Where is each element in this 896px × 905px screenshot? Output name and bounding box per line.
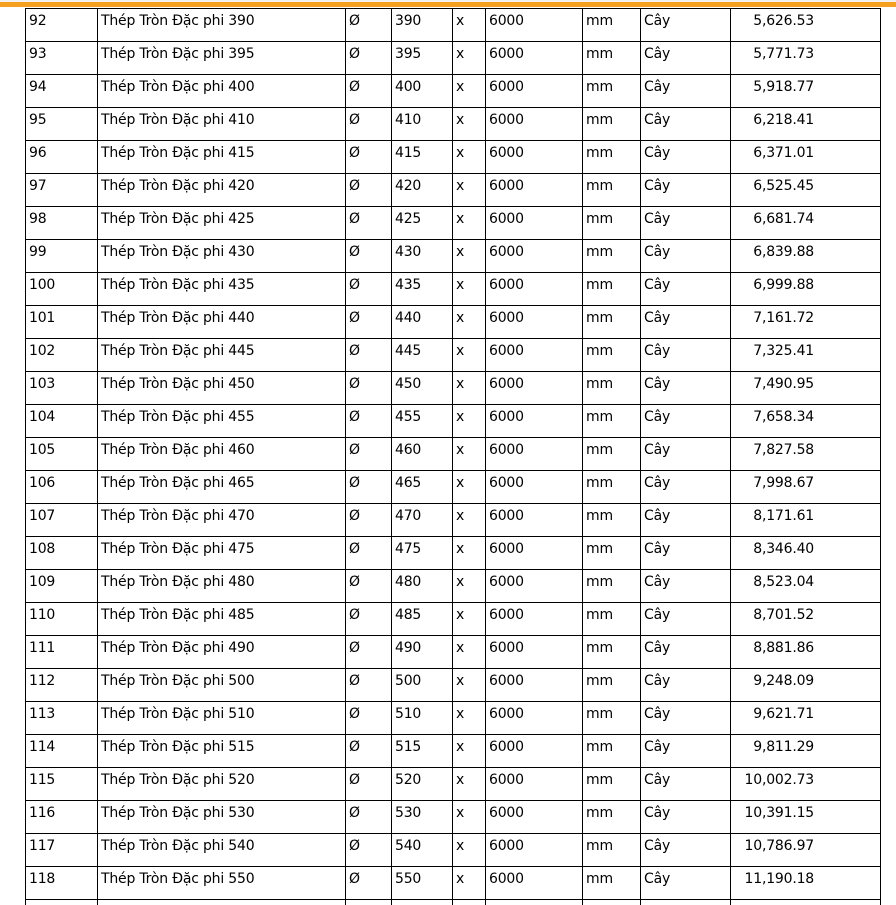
length-value-cell: 6000 — [486, 9, 583, 42]
sale-unit-cell: Cây — [641, 405, 731, 438]
diameter-symbol-cell: Ø — [346, 504, 392, 537]
sale-unit-cell: Cây — [641, 636, 731, 669]
length-unit-cell: mm — [583, 669, 641, 702]
table-row — [26, 405, 881, 438]
table-row — [26, 372, 881, 405]
price-table-body — [26, 9, 881, 905]
weight-value-cell: 7,490.95 — [731, 372, 881, 405]
diameter-symbol-cell: Ø — [346, 471, 392, 504]
weight-value-cell: 6,681.74 — [731, 207, 881, 240]
product-name-cell: Thép Tròn Đặc phi 455 — [98, 405, 346, 438]
weight-value-cell: 10,002.73 — [731, 768, 881, 801]
product-name-cell: Thép Tròn Đặc phi 550 — [98, 867, 346, 900]
table-row — [26, 537, 881, 570]
product-name-cell: Thép Tròn Đặc phi 445 — [98, 339, 346, 372]
weight-value-cell: 7,827.58 — [731, 438, 881, 471]
row-number-cell: 110 — [26, 603, 98, 636]
diameter-value-cell: 445 — [392, 339, 453, 372]
sale-unit-cell: Cây — [641, 207, 731, 240]
diameter-value-cell: 515 — [392, 735, 453, 768]
row-number-cell: 92 — [26, 9, 98, 42]
row-number-cell: 96 — [26, 141, 98, 174]
diameter-value-cell: 390 — [392, 9, 453, 42]
multiply-separator-cell: x — [453, 702, 486, 735]
weight-value-cell: 10,391.15 — [731, 801, 881, 834]
sale-unit-cell: Cây — [641, 504, 731, 537]
length-value-cell: 6000 — [486, 702, 583, 735]
length-value-cell: 6000 — [486, 42, 583, 75]
product-name-cell: Thép Tròn Đặc phi 490 — [98, 636, 346, 669]
length-unit-cell: mm — [583, 240, 641, 273]
diameter-value-cell: 460 — [392, 438, 453, 471]
row-number-cell: 106 — [26, 471, 98, 504]
table-row — [26, 339, 881, 372]
length-value-cell: 6000 — [486, 339, 583, 372]
diameter-value-cell: 425 — [392, 207, 453, 240]
sale-unit-cell: Cây — [641, 174, 731, 207]
product-name-cell: Thép Tròn Đặc phi 435 — [98, 273, 346, 306]
row-number-cell: 118 — [26, 867, 98, 900]
sale-unit-cell — [641, 900, 731, 905]
multiply-separator-cell: x — [453, 75, 486, 108]
row-number-cell: 94 — [26, 75, 98, 108]
length-value-cell: 6000 — [486, 108, 583, 141]
multiply-separator-cell: x — [453, 240, 486, 273]
multiply-separator-cell: x — [453, 339, 486, 372]
weight-value-cell: 8,523.04 — [731, 570, 881, 603]
diameter-symbol-cell: Ø — [346, 834, 392, 867]
diameter-symbol-cell — [346, 900, 392, 905]
diameter-symbol-cell: Ø — [346, 108, 392, 141]
sale-unit-cell: Cây — [641, 867, 731, 900]
diameter-value-cell — [392, 900, 453, 905]
multiply-separator-cell: x — [453, 174, 486, 207]
multiply-separator-cell: x — [453, 405, 486, 438]
multiply-separator-cell: x — [453, 768, 486, 801]
row-number-cell: 97 — [26, 174, 98, 207]
length-value-cell: 6000 — [486, 438, 583, 471]
multiply-separator-cell: x — [453, 735, 486, 768]
weight-value-cell: 5,626.53 — [731, 9, 881, 42]
multiply-separator-cell: x — [453, 108, 486, 141]
sale-unit-cell: Cây — [641, 240, 731, 273]
diameter-value-cell: 530 — [392, 801, 453, 834]
diameter-symbol-cell: Ø — [346, 735, 392, 768]
table-row — [26, 75, 881, 108]
diameter-value-cell: 485 — [392, 603, 453, 636]
weight-value-cell: 8,881.86 — [731, 636, 881, 669]
row-number-cell: 95 — [26, 108, 98, 141]
length-value-cell: 6000 — [486, 603, 583, 636]
multiply-separator-cell: x — [453, 669, 486, 702]
table-row — [26, 867, 881, 900]
length-unit-cell: mm — [583, 306, 641, 339]
length-value-cell: 6000 — [486, 174, 583, 207]
weight-value-cell: 5,918.77 — [731, 75, 881, 108]
product-name-cell: Thép Tròn Đặc phi 530 — [98, 801, 346, 834]
weight-value-cell: 7,658.34 — [731, 405, 881, 438]
sale-unit-cell: Cây — [641, 669, 731, 702]
product-name-cell: Thép Tròn Đặc phi 475 — [98, 537, 346, 570]
table-row — [26, 141, 881, 174]
table-row — [26, 801, 881, 834]
table-row — [26, 570, 881, 603]
sale-unit-cell: Cây — [641, 42, 731, 75]
diameter-symbol-cell: Ø — [346, 141, 392, 174]
multiply-separator-cell: x — [453, 636, 486, 669]
table-row — [26, 9, 881, 42]
sale-unit-cell: Cây — [641, 471, 731, 504]
weight-value-cell: 6,218.41 — [731, 108, 881, 141]
diameter-value-cell: 510 — [392, 702, 453, 735]
table-row — [26, 306, 881, 339]
product-name-cell: Thép Tròn Đặc phi 540 — [98, 834, 346, 867]
table-row — [26, 240, 881, 273]
weight-value-cell: 11,190.18 — [731, 867, 881, 900]
product-name-cell: Thép Tròn Đặc phi 470 — [98, 504, 346, 537]
product-name-cell — [98, 900, 346, 905]
diameter-symbol-cell: Ø — [346, 537, 392, 570]
table-row — [26, 174, 881, 207]
product-name-cell: Thép Tròn Đặc phi 500 — [98, 669, 346, 702]
multiply-separator-cell: x — [453, 603, 486, 636]
diameter-value-cell: 475 — [392, 537, 453, 570]
multiply-separator-cell: x — [453, 504, 486, 537]
table-row — [26, 108, 881, 141]
product-name-cell: Thép Tròn Đặc phi 450 — [98, 372, 346, 405]
length-unit-cell: mm — [583, 174, 641, 207]
sale-unit-cell: Cây — [641, 372, 731, 405]
length-value-cell: 6000 — [486, 735, 583, 768]
row-number-cell: 114 — [26, 735, 98, 768]
multiply-separator-cell: x — [453, 834, 486, 867]
sale-unit-cell: Cây — [641, 702, 731, 735]
diameter-symbol-cell: Ø — [346, 867, 392, 900]
product-name-cell: Thép Tròn Đặc phi 510 — [98, 702, 346, 735]
diameter-value-cell: 415 — [392, 141, 453, 174]
multiply-separator-cell: x — [453, 207, 486, 240]
product-name-cell: Thép Tròn Đặc phi 485 — [98, 603, 346, 636]
weight-value-cell: 7,998.67 — [731, 471, 881, 504]
multiply-separator-cell: x — [453, 273, 486, 306]
row-number-cell: 105 — [26, 438, 98, 471]
table-row — [26, 834, 881, 867]
diameter-symbol-cell: Ø — [346, 702, 392, 735]
diameter-symbol-cell: Ø — [346, 405, 392, 438]
diameter-value-cell: 465 — [392, 471, 453, 504]
sale-unit-cell: Cây — [641, 141, 731, 174]
length-unit-cell: mm — [583, 108, 641, 141]
product-name-cell: Thép Tròn Đặc phi 420 — [98, 174, 346, 207]
length-value-cell: 6000 — [486, 240, 583, 273]
product-name-cell: Thép Tròn Đặc phi 480 — [98, 570, 346, 603]
table-row — [26, 504, 881, 537]
diameter-symbol-cell: Ø — [346, 636, 392, 669]
weight-value-cell: 6,371.01 — [731, 141, 881, 174]
length-value-cell: 6000 — [486, 768, 583, 801]
multiply-separator-cell: x — [453, 42, 486, 75]
weight-value-cell: 7,325.41 — [731, 339, 881, 372]
multiply-separator-cell: x — [453, 141, 486, 174]
length-unit-cell: mm — [583, 273, 641, 306]
multiply-separator-cell: x — [453, 801, 486, 834]
weight-value-cell: 6,839.88 — [731, 240, 881, 273]
product-name-cell: Thép Tròn Đặc phi 440 — [98, 306, 346, 339]
product-name-cell: Thép Tròn Đặc phi 425 — [98, 207, 346, 240]
row-number-cell: 99 — [26, 240, 98, 273]
row-number-cell: 113 — [26, 702, 98, 735]
length-value-cell: 6000 — [486, 306, 583, 339]
weight-value-cell: 8,346.40 — [731, 537, 881, 570]
length-value-cell: 6000 — [486, 273, 583, 306]
product-name-cell: Thép Tròn Đặc phi 400 — [98, 75, 346, 108]
row-number-cell: 93 — [26, 42, 98, 75]
length-unit-cell: mm — [583, 471, 641, 504]
length-value-cell — [486, 900, 583, 905]
table-row — [26, 768, 881, 801]
length-value-cell: 6000 — [486, 504, 583, 537]
table-row — [26, 669, 881, 702]
length-unit-cell: mm — [583, 9, 641, 42]
sale-unit-cell: Cây — [641, 9, 731, 42]
diameter-symbol-cell: Ø — [346, 174, 392, 207]
table-row — [26, 702, 881, 735]
weight-value-cell: 6,525.45 — [731, 174, 881, 207]
diameter-value-cell: 550 — [392, 867, 453, 900]
table-row — [26, 603, 881, 636]
row-number-cell: 107 — [26, 504, 98, 537]
length-value-cell: 6000 — [486, 669, 583, 702]
length-value-cell: 6000 — [486, 405, 583, 438]
weight-value-cell: 9,811.29 — [731, 735, 881, 768]
sale-unit-cell: Cây — [641, 339, 731, 372]
length-unit-cell: mm — [583, 867, 641, 900]
multiply-separator-cell: x — [453, 306, 486, 339]
diameter-value-cell: 410 — [392, 108, 453, 141]
diameter-value-cell: 490 — [392, 636, 453, 669]
weight-value-cell: 5,771.73 — [731, 42, 881, 75]
product-name-cell: Thép Tròn Đặc phi 390 — [98, 9, 346, 42]
length-unit-cell: mm — [583, 438, 641, 471]
row-number-cell: 104 — [26, 405, 98, 438]
length-unit-cell: mm — [583, 834, 641, 867]
diameter-symbol-cell: Ø — [346, 603, 392, 636]
table-row — [26, 735, 881, 768]
diameter-value-cell: 470 — [392, 504, 453, 537]
length-unit-cell: mm — [583, 372, 641, 405]
multiply-separator-cell: x — [453, 9, 486, 42]
product-name-cell: Thép Tròn Đặc phi 460 — [98, 438, 346, 471]
diameter-symbol-cell: Ø — [346, 801, 392, 834]
product-name-cell: Thép Tròn Đặc phi 520 — [98, 768, 346, 801]
weight-value-cell: 8,171.61 — [731, 504, 881, 537]
row-number-cell: 112 — [26, 669, 98, 702]
steel-price-table-wrap — [25, 8, 881, 905]
length-unit-cell: mm — [583, 141, 641, 174]
accent-bar — [0, 2, 896, 7]
sale-unit-cell: Cây — [641, 801, 731, 834]
steel-price-table — [25, 8, 881, 905]
length-unit-cell: mm — [583, 570, 641, 603]
diameter-value-cell: 435 — [392, 273, 453, 306]
row-number-cell: 117 — [26, 834, 98, 867]
diameter-symbol-cell: Ø — [346, 372, 392, 405]
diameter-symbol-cell: Ø — [346, 438, 392, 471]
weight-value-cell: 9,248.09 — [731, 669, 881, 702]
multiply-separator-cell: x — [453, 471, 486, 504]
table-row — [26, 471, 881, 504]
weight-value-cell: 10,786.97 — [731, 834, 881, 867]
product-name-cell: Thép Tròn Đặc phi 430 — [98, 240, 346, 273]
sale-unit-cell: Cây — [641, 768, 731, 801]
diameter-symbol-cell: Ø — [346, 273, 392, 306]
weight-value-cell: 6,999.88 — [731, 273, 881, 306]
sale-unit-cell: Cây — [641, 108, 731, 141]
multiply-separator-cell: x — [453, 570, 486, 603]
diameter-value-cell: 455 — [392, 405, 453, 438]
diameter-symbol-cell: Ø — [346, 9, 392, 42]
length-unit-cell: mm — [583, 75, 641, 108]
length-unit-cell: mm — [583, 702, 641, 735]
length-unit-cell: mm — [583, 636, 641, 669]
diameter-value-cell: 440 — [392, 306, 453, 339]
length-value-cell: 6000 — [486, 570, 583, 603]
length-unit-cell: mm — [583, 801, 641, 834]
length-value-cell: 6000 — [486, 867, 583, 900]
length-value-cell: 6000 — [486, 834, 583, 867]
multiply-separator-cell: x — [453, 372, 486, 405]
multiply-separator-cell: x — [453, 867, 486, 900]
sale-unit-cell: Cây — [641, 735, 731, 768]
length-value-cell: 6000 — [486, 537, 583, 570]
length-value-cell: 6000 — [486, 207, 583, 240]
product-name-cell: Thép Tròn Đặc phi 465 — [98, 471, 346, 504]
diameter-value-cell: 450 — [392, 372, 453, 405]
row-number-cell: 108 — [26, 537, 98, 570]
diameter-value-cell: 520 — [392, 768, 453, 801]
length-unit-cell: mm — [583, 504, 641, 537]
diameter-value-cell: 430 — [392, 240, 453, 273]
diameter-value-cell: 420 — [392, 174, 453, 207]
table-row — [26, 42, 881, 75]
sale-unit-cell: Cây — [641, 834, 731, 867]
length-value-cell: 6000 — [486, 141, 583, 174]
diameter-symbol-cell: Ø — [346, 75, 392, 108]
length-unit-cell: mm — [583, 603, 641, 636]
diameter-symbol-cell: Ø — [346, 240, 392, 273]
product-name-cell: Thép Tròn Đặc phi 515 — [98, 735, 346, 768]
product-name-cell: Thép Tròn Đặc phi 410 — [98, 108, 346, 141]
length-value-cell: 6000 — [486, 75, 583, 108]
length-value-cell: 6000 — [486, 636, 583, 669]
row-number-cell — [26, 900, 98, 905]
length-unit-cell: mm — [583, 207, 641, 240]
length-value-cell: 6000 — [486, 801, 583, 834]
sale-unit-cell: Cây — [641, 75, 731, 108]
weight-value-cell: 7,161.72 — [731, 306, 881, 339]
table-row — [26, 207, 881, 240]
diameter-symbol-cell: Ø — [346, 570, 392, 603]
length-unit-cell: mm — [583, 339, 641, 372]
sale-unit-cell: Cây — [641, 537, 731, 570]
row-number-cell: 98 — [26, 207, 98, 240]
length-unit-cell: mm — [583, 537, 641, 570]
length-unit-cell: mm — [583, 768, 641, 801]
diameter-value-cell: 400 — [392, 75, 453, 108]
length-unit-cell: mm — [583, 42, 641, 75]
multiply-separator-cell: x — [453, 438, 486, 471]
row-number-cell: 101 — [26, 306, 98, 339]
diameter-symbol-cell: Ø — [346, 42, 392, 75]
sale-unit-cell: Cây — [641, 306, 731, 339]
diameter-symbol-cell: Ø — [346, 669, 392, 702]
sale-unit-cell: Cây — [641, 570, 731, 603]
length-value-cell: 6000 — [486, 372, 583, 405]
sale-unit-cell: Cây — [641, 603, 731, 636]
row-number-cell: 100 — [26, 273, 98, 306]
diameter-symbol-cell: Ø — [346, 339, 392, 372]
row-number-cell: 115 — [26, 768, 98, 801]
table-row-partial — [26, 900, 881, 905]
diameter-symbol-cell: Ø — [346, 768, 392, 801]
diameter-value-cell: 480 — [392, 570, 453, 603]
multiply-separator-cell: x — [453, 537, 486, 570]
length-unit-cell — [583, 900, 641, 905]
diameter-value-cell: 395 — [392, 42, 453, 75]
length-unit-cell: mm — [583, 735, 641, 768]
row-number-cell: 102 — [26, 339, 98, 372]
row-number-cell: 116 — [26, 801, 98, 834]
row-number-cell: 103 — [26, 372, 98, 405]
sale-unit-cell: Cây — [641, 273, 731, 306]
weight-value-cell: 9,621.71 — [731, 702, 881, 735]
multiply-separator-cell — [453, 900, 486, 905]
row-number-cell: 111 — [26, 636, 98, 669]
length-unit-cell: mm — [583, 405, 641, 438]
diameter-value-cell: 500 — [392, 669, 453, 702]
table-row — [26, 636, 881, 669]
weight-value-cell: 8,701.52 — [731, 603, 881, 636]
diameter-symbol-cell: Ø — [346, 207, 392, 240]
sale-unit-cell: Cây — [641, 438, 731, 471]
product-name-cell: Thép Tròn Đặc phi 395 — [98, 42, 346, 75]
weight-value-cell — [731, 900, 881, 905]
row-number-cell: 109 — [26, 570, 98, 603]
table-row — [26, 438, 881, 471]
table-row — [26, 273, 881, 306]
diameter-value-cell: 540 — [392, 834, 453, 867]
length-value-cell: 6000 — [486, 471, 583, 504]
product-name-cell: Thép Tròn Đặc phi 415 — [98, 141, 346, 174]
diameter-symbol-cell: Ø — [346, 306, 392, 339]
